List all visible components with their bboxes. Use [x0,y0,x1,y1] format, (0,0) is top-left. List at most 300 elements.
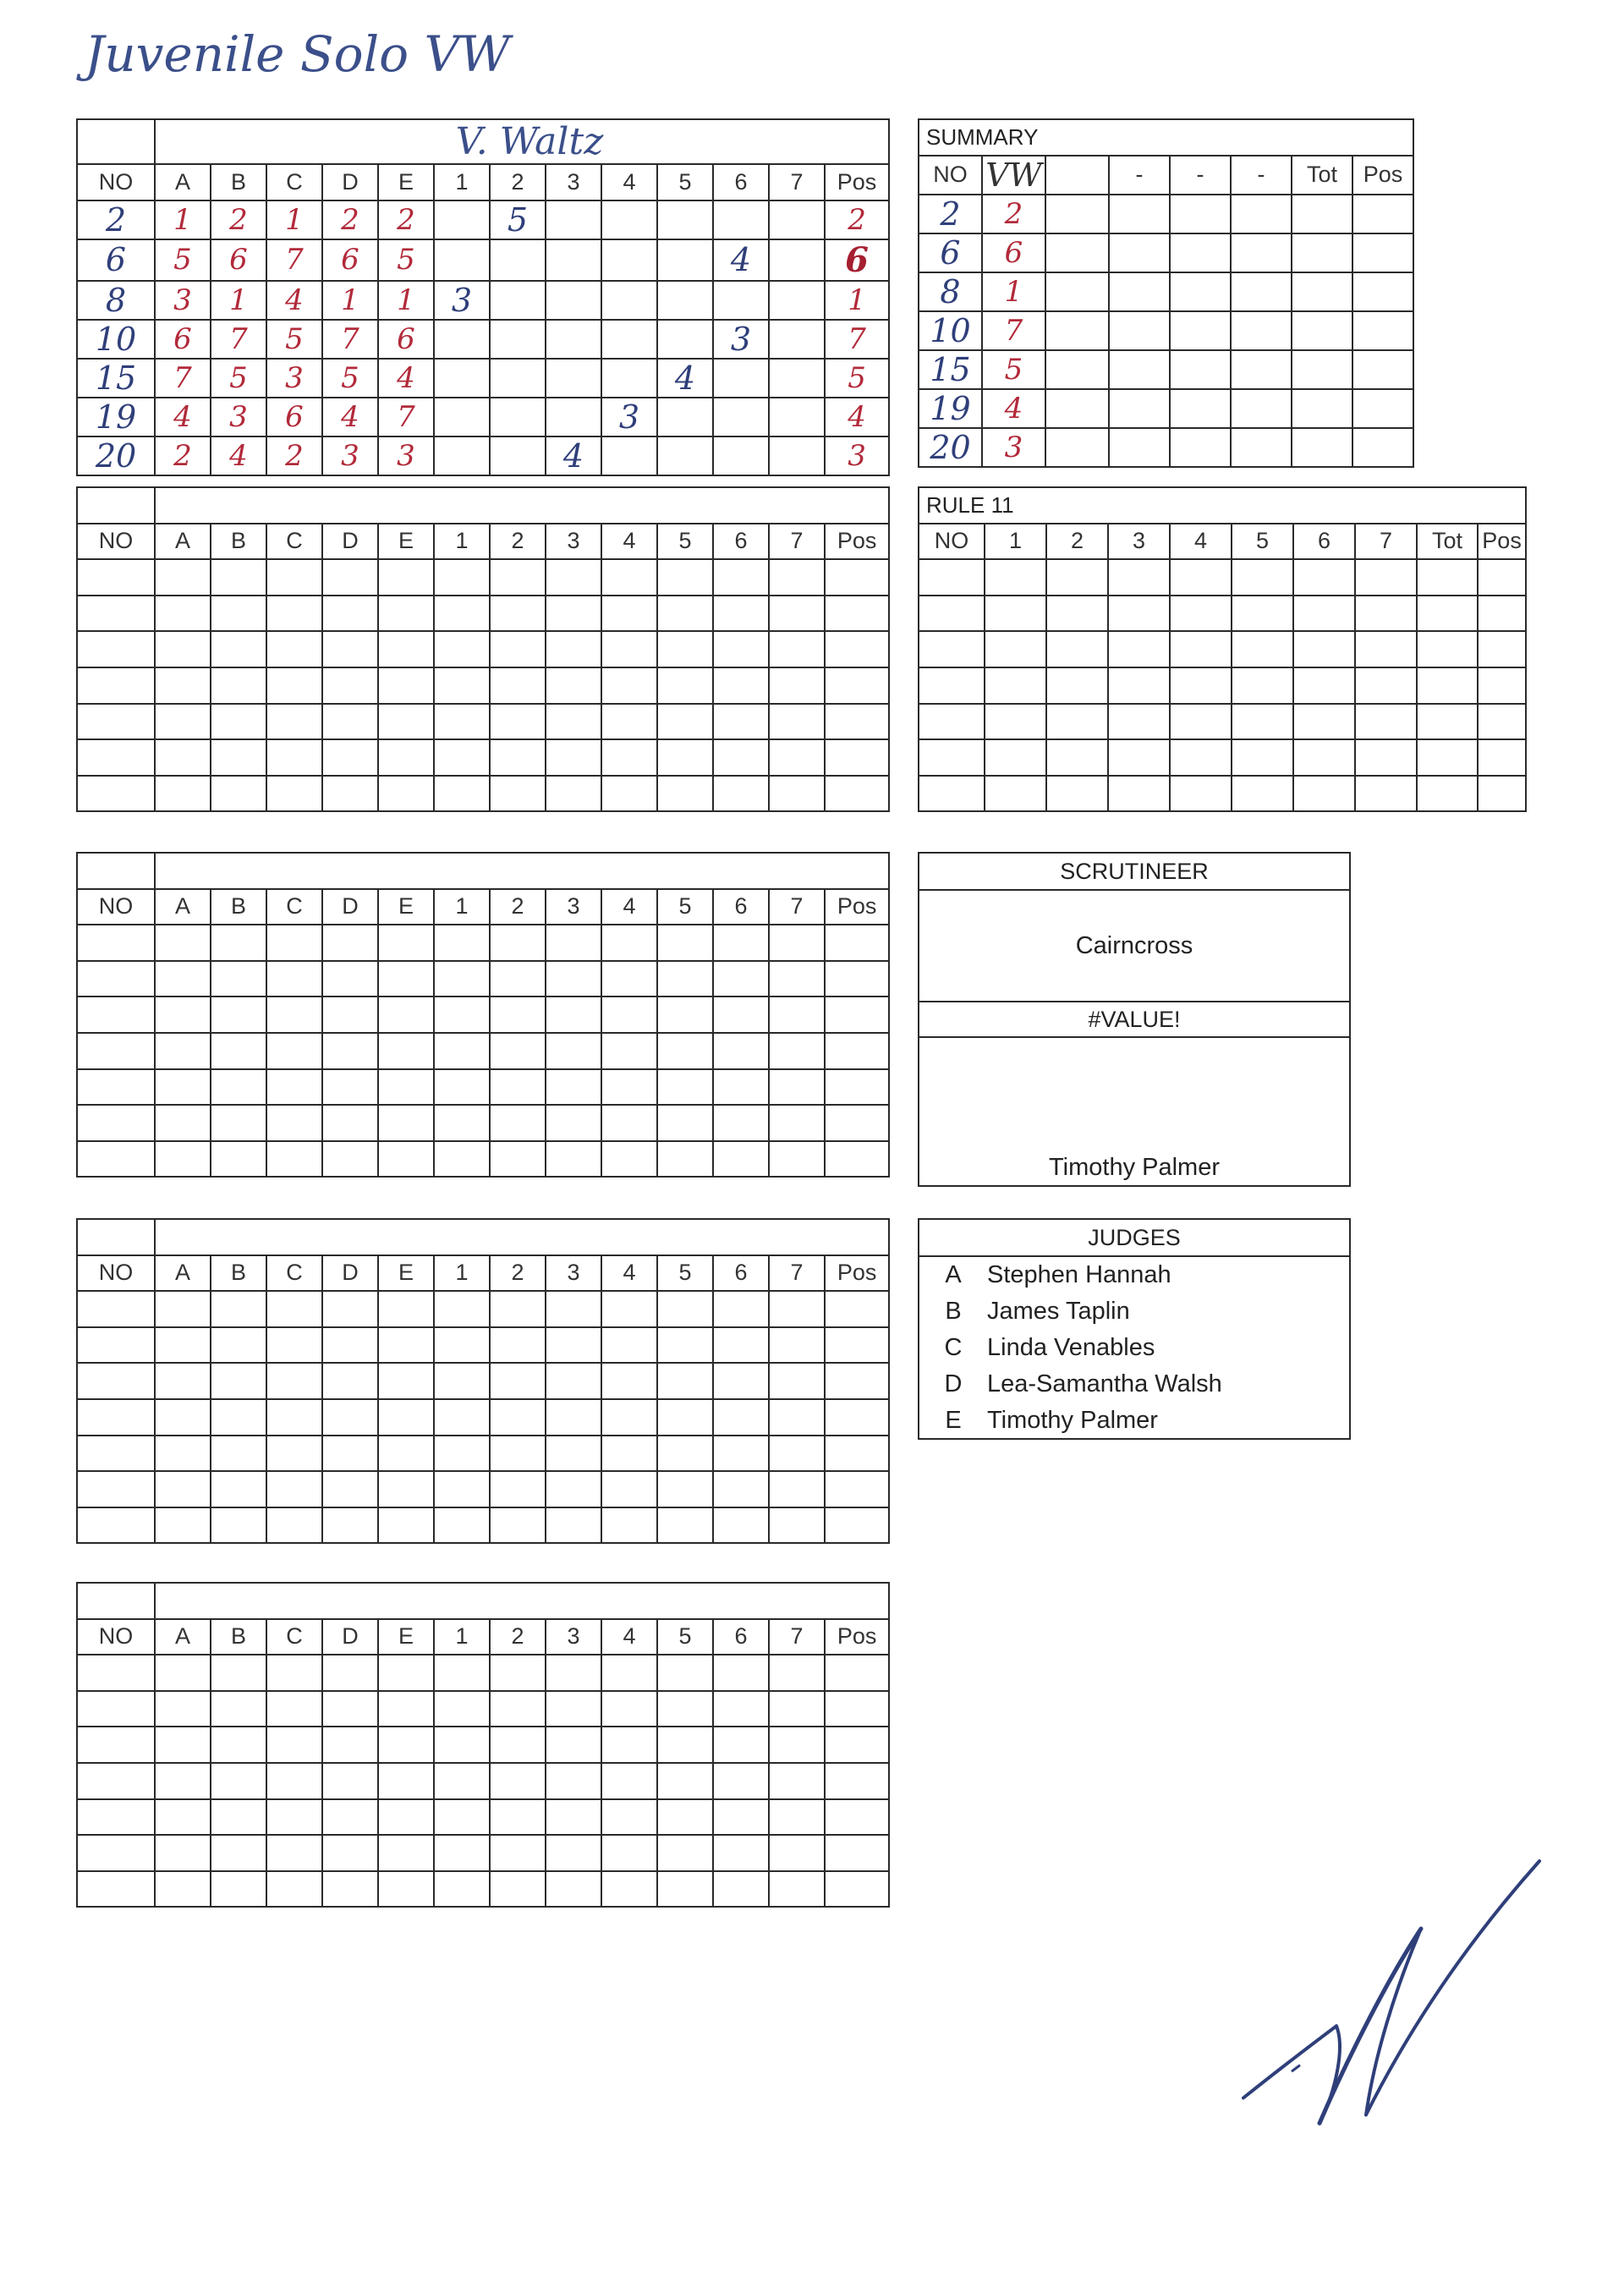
mark-cell [266,596,322,632]
mark-cell: 7 [266,239,322,281]
mark-cell [490,1363,546,1399]
mark-cell [490,1141,546,1178]
mark-cell [434,776,490,812]
rule11-cell [1478,559,1526,596]
mark-cell [825,1871,889,1908]
mark-cell [266,631,322,667]
rule11-cell [1108,631,1170,667]
mark-cell [211,925,266,961]
rule11-cell [1170,596,1232,632]
mark-cell [825,1727,889,1763]
mark-cell [769,1799,825,1836]
position-cell: 4 [825,398,889,436]
mark-cell [657,997,713,1033]
competitor-row [77,1471,889,1507]
rule11-cell [1108,704,1170,740]
col-header: 7 [769,1619,825,1655]
mark-cell: 5 [266,320,322,359]
mark-cell [601,1763,657,1799]
mark-cell [155,1799,211,1836]
dance-name [155,1583,889,1619]
rule11-cell [985,667,1046,704]
mark-cell [155,1105,211,1141]
mark-cell [266,1763,322,1799]
mark-cell [713,961,769,997]
rule11-cell [1293,667,1355,704]
competitor-row [77,1871,889,1908]
mark-cell [322,1763,378,1799]
rule11-cell [1417,631,1478,667]
mark-cell [155,559,211,596]
competitor-row [77,1691,889,1727]
col-header: Pos [825,1619,889,1655]
rule11-cell [1478,739,1526,776]
rule11-cell [919,559,985,596]
mark-cell [434,1799,490,1836]
mark-cell [211,1763,266,1799]
mark-cell [434,398,490,436]
mark-cell [601,925,657,961]
col-header: - [1109,156,1170,195]
mark-cell [322,1799,378,1836]
dance-name-blank-cell [77,487,155,524]
mark-cell [825,1471,889,1507]
summary-empty-cell [1170,389,1231,428]
mark-cell [490,239,546,281]
mark-cell [546,200,601,239]
mark-cell [266,1799,322,1836]
col-header: C [266,524,322,560]
mark-cell [713,1033,769,1069]
mark-cell [546,631,601,667]
mark-cell [434,1655,490,1691]
mark-cell [266,1691,322,1727]
mark-cell [155,1327,211,1364]
mark-cell [546,1105,601,1141]
dance-marks-table-1 [76,118,890,476]
mark-cell [657,1105,713,1141]
mark-cell [211,1033,266,1069]
mark-cell [657,704,713,740]
mark-cell [601,320,657,359]
mark-cell [77,925,155,961]
mark-cell [322,1105,378,1141]
competitor-row [77,1399,889,1436]
mark-cell [434,997,490,1033]
competitor-row [77,1655,889,1691]
mark-cell [490,1471,546,1507]
rule11-cell [919,776,985,812]
mark-cell [378,1105,434,1141]
mark-cell [434,559,490,596]
mark-cell [490,1069,546,1106]
mark-cell: 1 [211,281,266,320]
mark-cell [155,596,211,632]
mark-cell [434,1033,490,1069]
col-header: C [266,164,322,200]
mark-cell [769,239,825,281]
col-header: 4 [1170,524,1232,560]
mark-cell: 4 [378,359,434,398]
mark-cell [322,631,378,667]
summary-empty-cell [1170,272,1231,311]
mark-cell [657,1291,713,1327]
competitor-row [77,1436,889,1472]
mark-cell [601,1691,657,1727]
mark-cell [378,667,434,704]
col-header: 5 [1232,524,1293,560]
mark-cell [434,1727,490,1763]
mark-cell [266,739,322,776]
mark-cell [769,596,825,632]
mark-cell [378,1799,434,1836]
summary-empty-cell [1292,195,1352,233]
mark-cell [546,239,601,281]
summary-row [919,233,1413,272]
mark-cell [769,398,825,436]
col-header: 2 [490,1255,546,1292]
mark-cell: 6 [266,398,322,436]
col-header: A [155,164,211,200]
mark-cell [546,1033,601,1069]
mark-cell [769,1436,825,1472]
mark-cell [769,436,825,475]
col-header: Pos [1478,524,1526,560]
rule11-row [919,739,1526,776]
mark-cell [266,704,322,740]
mark-cell: 3 [266,359,322,398]
mark-cell [266,1105,322,1141]
competitor-row [77,667,889,704]
competitor-row [77,1291,889,1327]
mark-cell [657,1069,713,1106]
mark-cell [378,631,434,667]
mark-cell [657,320,713,359]
mark-cell [77,1871,155,1908]
mark-cell [266,1069,322,1106]
mark-cell [825,1327,889,1364]
summary-empty-cell [1231,350,1292,389]
col-header: D [322,889,378,925]
mark-cell [211,1436,266,1472]
judge-letter: C [944,1334,963,1361]
position-cell: 1 [825,281,889,320]
mark-cell [155,704,211,740]
mark-cell [211,776,266,812]
summary-number: 10 [919,311,982,350]
mark-cell [77,1507,155,1544]
mark-cell [490,320,546,359]
mark-cell [155,961,211,997]
summary-empty-cell [1231,233,1292,272]
mark-cell [322,667,378,704]
mark-cell [378,1363,434,1399]
mark-cell [825,1363,889,1399]
mark-cell [601,1291,657,1327]
mark-cell [601,776,657,812]
summary-empty-cell [1292,350,1352,389]
col-header: NO [77,889,155,925]
mark-cell [713,1399,769,1436]
rule11-cell [985,776,1046,812]
summary-empty-cell [1292,233,1352,272]
mark-cell [713,1141,769,1178]
mark-cell [769,1763,825,1799]
mark-cell [657,1835,713,1871]
col-header: Pos [825,1255,889,1292]
competitor-row [77,925,889,961]
mark-cell [322,1399,378,1436]
mark-cell [657,631,713,667]
mark-cell [490,596,546,632]
col-header: E [378,889,434,925]
col-header: E [378,1255,434,1292]
header-row [77,1255,889,1292]
rule11-cell [1170,704,1232,740]
mark-cell [601,1436,657,1472]
mark-cell [601,359,657,398]
mark-cell [546,1399,601,1436]
position-cell: 5 [825,359,889,398]
col-header: C [266,1619,322,1655]
mark-cell [155,1399,211,1436]
dance-name-row [77,1583,889,1619]
mark-cell [601,1363,657,1399]
mark-cell [378,776,434,812]
summary-row [919,428,1413,467]
mark-cell [211,1871,266,1908]
mark-cell [825,631,889,667]
mark-cell [546,1799,601,1836]
mark-cell [825,1399,889,1436]
rule11-cell [1232,631,1293,667]
mark-cell: 3 [601,398,657,436]
mark-cell [378,997,434,1033]
mark-cell [769,281,825,320]
scrutineer-label: SCRUTINEER [919,854,1349,891]
judge-name: Timothy Palmer [987,1407,1158,1434]
summary-empty-cell [1352,272,1413,311]
summary-empty-cell [1170,311,1231,350]
mark-cell [155,1069,211,1106]
mark-cell [657,1507,713,1544]
col-header: NO [77,1619,155,1655]
summary-empty-cell [1292,311,1352,350]
chair-area [919,1038,1349,1182]
mark-cell [713,1105,769,1141]
mark-cell [434,667,490,704]
mark-cell [657,667,713,704]
col-header: 5 [657,164,713,200]
mark-cell [322,1727,378,1763]
mark-cell [490,1835,546,1871]
mark-cell [155,667,211,704]
mark-cell [266,1327,322,1364]
mark-cell: 7 [155,359,211,398]
competitor-number: 6 [77,239,155,281]
mark-cell [155,1655,211,1691]
rule11-row [919,596,1526,632]
rule11-cell [1046,559,1108,596]
mark-cell [657,1033,713,1069]
mark-cell: 5 [490,200,546,239]
col-header: 2 [490,164,546,200]
summary-number: 2 [919,195,982,233]
competitor-number: 8 [77,281,155,320]
signature-scribble [1218,1844,1556,2140]
mark-cell: 2 [211,200,266,239]
mark-cell [434,1471,490,1507]
summary-header-row [919,156,1413,195]
dance-name-blank-cell [77,119,155,164]
judge-row [919,1293,1349,1330]
mark-cell [769,704,825,740]
mark-cell [155,1141,211,1178]
mark-cell [546,1436,601,1472]
competitor-row [77,1727,889,1763]
judge-name: Lea-Samantha Walsh [987,1370,1222,1397]
summary-empty-cell [1231,389,1292,428]
mark-cell [601,1105,657,1141]
rule11-cell [1232,739,1293,776]
mark-cell [490,925,546,961]
mark-cell [601,559,657,596]
mark-cell [546,1327,601,1364]
mark-cell [713,436,769,475]
competitor-number: 15 [77,359,155,398]
mark-cell [769,1141,825,1178]
mark-cell [546,704,601,740]
col-header: A [155,1255,211,1292]
mark-cell [769,776,825,812]
mark-cell [769,1105,825,1141]
mark-cell [825,704,889,740]
mark-cell [378,1069,434,1106]
scrutineer-name: Cairncross [919,891,1349,1002]
competitor-row [77,961,889,997]
mark-cell [769,631,825,667]
mark-cell: 7 [322,320,378,359]
col-header: B [211,1619,266,1655]
col-header: NO [77,164,155,200]
mark-cell [713,1436,769,1472]
competitor-row [77,1835,889,1871]
col-header: NO [919,156,982,195]
col-header: 5 [657,1619,713,1655]
mark-cell [266,1141,322,1178]
mark-cell [713,1835,769,1871]
mark-cell [601,1399,657,1436]
rule11-cell [1355,739,1417,776]
mark-cell [546,559,601,596]
mark-cell [713,1069,769,1106]
mark-cell [77,1363,155,1399]
col-header: 6 [1293,524,1355,560]
mark-cell [378,704,434,740]
mark-cell [546,1835,601,1871]
mark-cell [266,1033,322,1069]
mark-cell [434,1069,490,1106]
col-header: D [322,524,378,560]
rule11-label-row [919,487,1526,524]
mark-cell [77,776,155,812]
mark-cell [769,320,825,359]
mark-cell [155,1835,211,1871]
competitor-row [77,1507,889,1544]
mark-cell [825,1835,889,1871]
competitor-row [77,1033,889,1069]
mark-cell [769,1399,825,1436]
mark-cell [713,776,769,812]
mark-cell [713,1327,769,1364]
mark-cell [825,925,889,961]
mark-cell [490,1727,546,1763]
mark-cell [77,1799,155,1836]
mark-cell [713,1871,769,1908]
dance-name [155,1219,889,1255]
col-header: 5 [657,889,713,925]
mark-cell [322,1327,378,1364]
col-header: - [1231,156,1292,195]
mark-cell [601,1655,657,1691]
mark-cell [713,1507,769,1544]
mark-cell [77,596,155,632]
summary-empty-cell [1109,272,1170,311]
mark-cell [155,739,211,776]
rule11-cell [1293,776,1355,812]
mark-cell [77,997,155,1033]
mark-cell [546,359,601,398]
mark-cell [77,739,155,776]
mark-cell [657,1763,713,1799]
mark-cell [434,1105,490,1141]
mark-cell [601,1327,657,1364]
col-header: B [211,164,266,200]
col-header: 1 [434,889,490,925]
mark-cell: 3 [155,281,211,320]
col-header: 6 [713,164,769,200]
mark-cell [546,320,601,359]
mark-cell [546,1069,601,1106]
mark-cell [825,776,889,812]
mark-cell [601,631,657,667]
mark-cell [601,1835,657,1871]
mark-cell: 4 [266,281,322,320]
mark-cell [769,1471,825,1507]
mark-cell: 6 [155,320,211,359]
col-header: 2 [490,889,546,925]
mark-cell [657,776,713,812]
mark-cell [378,1871,434,1908]
mark-cell [713,925,769,961]
summary-empty-cell [1045,233,1109,272]
mark-cell [77,1436,155,1472]
mark-cell [322,776,378,812]
mark-cell [601,997,657,1033]
mark-cell [322,925,378,961]
mark-cell [77,1033,155,1069]
mark-cell [657,1799,713,1836]
rule11-cell [1170,559,1232,596]
mark-cell [825,1507,889,1544]
judge-letter: E [945,1407,962,1434]
competitor-number: 2 [77,200,155,239]
rule11-row [919,776,1526,812]
competitor-number: 20 [77,436,155,475]
competitor-row [77,1763,889,1799]
mark-cell [434,1507,490,1544]
mark-cell [769,1363,825,1399]
